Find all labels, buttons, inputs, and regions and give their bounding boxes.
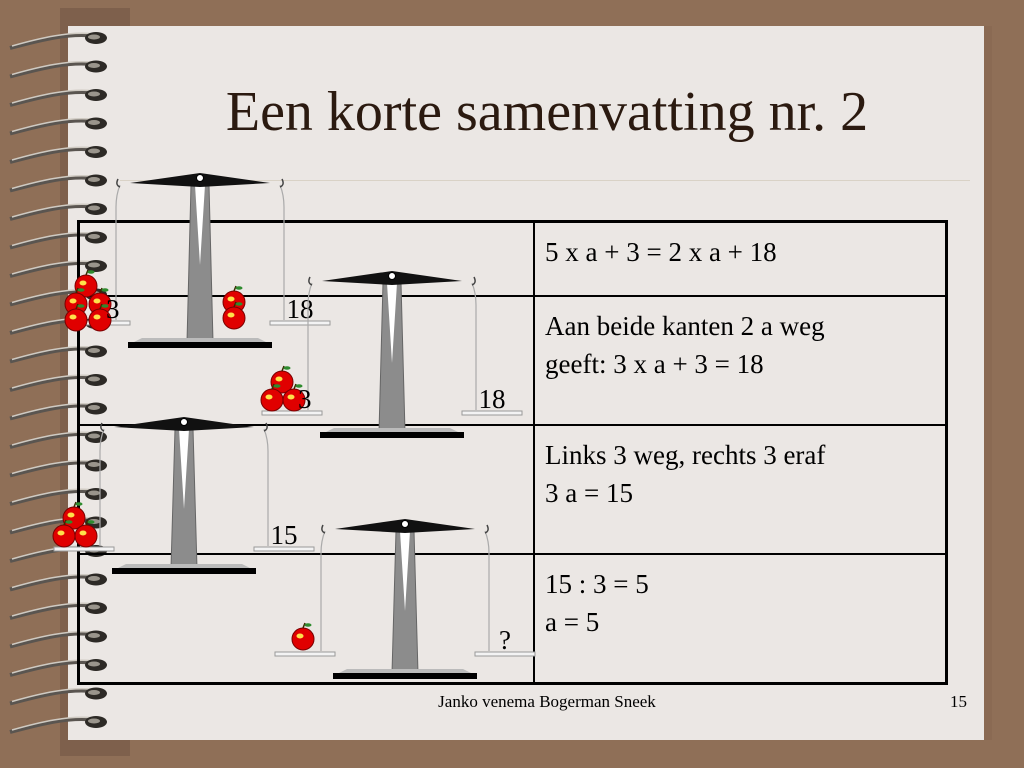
balance-scale xyxy=(53,417,314,574)
equation-line: a = 5 xyxy=(545,606,600,637)
right-weight-label: 18 xyxy=(286,294,314,324)
balance-scale xyxy=(65,173,330,348)
footer-author: Janko venema Bogerman Sneek xyxy=(438,692,656,711)
equation-line: 15 : 3 = 5 xyxy=(545,568,649,599)
pivot xyxy=(389,273,396,280)
pivot xyxy=(402,521,409,528)
equation-line: 5 x a + 3 = 2 x a + 18 xyxy=(545,237,777,267)
scale-base xyxy=(333,673,477,679)
apple-icon xyxy=(292,623,314,650)
equation-line: geeft: 3 x a + 3 = 18 xyxy=(545,348,764,379)
left-weight-label: 3 xyxy=(106,294,120,324)
equation-line: 3 a = 15 xyxy=(545,477,633,508)
slide-title: Een korte samenvatting nr. 2 xyxy=(225,81,869,143)
left-pan xyxy=(275,652,335,656)
scale-base xyxy=(112,568,256,574)
left-pan xyxy=(262,411,322,415)
balance-scale xyxy=(275,519,535,679)
pivot xyxy=(181,419,188,426)
right-weight-label: 18 xyxy=(478,384,506,414)
scale-base xyxy=(320,432,464,438)
right-weight-label: ? xyxy=(499,625,511,655)
equation-line: Aan beide kanten 2 a weg xyxy=(545,310,825,341)
right-weight-label: 15 xyxy=(270,520,298,550)
scale-base xyxy=(128,342,272,348)
page-number: 15 xyxy=(950,692,967,711)
pivot xyxy=(197,175,204,182)
left-weight-label: 3 xyxy=(298,384,312,414)
equation-line: Links 3 weg, rechts 3 eraf xyxy=(545,439,826,470)
left-pan xyxy=(54,547,114,551)
